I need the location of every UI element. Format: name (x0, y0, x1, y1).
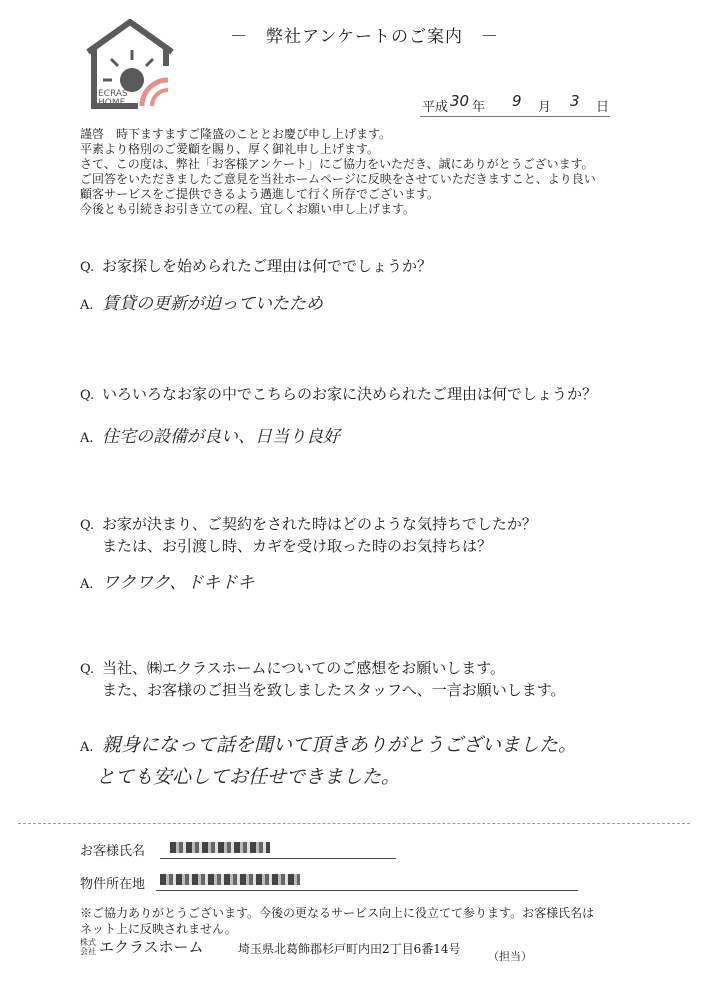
date-month: 9 (512, 92, 522, 110)
answer-text: 親身になって話を聞いて頂きありがとうございました。 (102, 734, 578, 756)
answer-text: 住宅の設備が良い、日当り良好 (102, 427, 340, 447)
answer-marker: A. (80, 740, 94, 755)
logo-text-line1: ECRAS (98, 89, 128, 99)
company-address: 埼玉県北葛飾郡杉戸町内田2丁目6番14号 (238, 942, 461, 956)
question-marker: Q. (80, 260, 95, 275)
answer-marker: A. (80, 298, 94, 313)
answer-marker: A. (80, 431, 94, 446)
date-row (420, 94, 610, 117)
greeting-line: 平素より格別のご愛顧を賜り、厚く御礼申し上げます。 (80, 142, 380, 156)
date-era: 平成 (422, 100, 449, 115)
page-title: － 弊社アンケートのご案内 － (230, 27, 499, 47)
answer-marker: A. (80, 577, 94, 592)
date-month-unit: 月 (538, 100, 552, 115)
answer-text: ワクワク、ドキドキ (102, 573, 255, 593)
date-year: 30 (450, 92, 470, 110)
privacy-note (80, 905, 594, 937)
question-text: お家探しを始められたご理由は何ででしょうか？ (102, 257, 433, 275)
answer-3 (80, 568, 254, 593)
question-text: または、お引渡し時、カギを受け取った時のお気持ちは？ (102, 537, 493, 555)
staff-label: （担当） (488, 950, 532, 963)
section-divider (18, 823, 690, 824)
company-prefix-bottom: 会社 (80, 946, 96, 956)
company-prefix-top: 株式 (80, 937, 96, 947)
greeting-line: 顧客サービスをご提供できるよう邁進して行く所存でございます。 (80, 187, 440, 201)
question-text: いろいろなお家の中でこちらのお家に決められたご理由は何でしょうか？ (102, 385, 598, 403)
greeting-line: ご回答をいただきましたご意見を当社ホームページに反映をさせていただきますこと、より良い (80, 172, 596, 186)
redacted-address (160, 874, 300, 885)
question-3 (80, 514, 537, 556)
question-text: また、お客様のご担当を致しましたスタッフへ、一言お願いします。 (102, 681, 566, 699)
question-marker: Q. (80, 662, 95, 677)
logo-text-line2: HOME (98, 98, 126, 108)
redacted-name (170, 842, 270, 853)
answer-1 (80, 289, 323, 314)
greeting-line: 謹啓 時下ますますご隆盛のこととお慶び申し上げます。 (80, 127, 392, 141)
answer-text: とても安心してお任せできました。 (96, 766, 401, 788)
company-name-text: エクラスホーム (99, 938, 204, 956)
property-location-line (156, 890, 578, 891)
company-logo (80, 14, 180, 114)
answer-text: 賃貸の更新が迫っていたため (102, 294, 323, 314)
date-day: 3 (570, 92, 580, 110)
customer-name-label: お客様氏名 (80, 844, 146, 859)
house-logo-icon (80, 14, 180, 114)
answer-4-line-2 (96, 762, 400, 789)
answer-4 (80, 730, 577, 757)
note-line: ネット上に反映されません。 (80, 922, 237, 936)
customer-name-line (160, 858, 396, 859)
greeting-line: さて、この度は、弊社「お客様アンケート」にご協力をいただき、誠にありがとうございます。 (80, 157, 594, 171)
question-text: 当社、㈱エクラスホームについてのご感想をお願いします。 (102, 659, 506, 677)
question-marker: Q. (80, 388, 95, 403)
company-prefix (80, 938, 96, 956)
question-4 (80, 658, 566, 700)
date-year-unit: 年 (472, 100, 486, 115)
company-name (80, 936, 204, 957)
answer-2 (80, 422, 340, 447)
property-location-label: 物件所在地 (80, 877, 146, 892)
question-marker: Q. (80, 518, 95, 533)
date-day-unit: 日 (596, 100, 610, 115)
question-1 (80, 256, 432, 278)
greeting-line: 今後とも引続きお引き立ての程、宜しくお願い申し上げます。 (80, 202, 416, 216)
note-line: ※ご協力ありがとうございます。今後の更なるサービス向上に役立てて参ります。お客様氏名は (80, 906, 595, 920)
greeting-text (80, 127, 596, 217)
question-text: お家が決まり、ご契約をされた時はどのような気持ちでしたか？ (102, 515, 537, 533)
question-2 (80, 384, 597, 406)
